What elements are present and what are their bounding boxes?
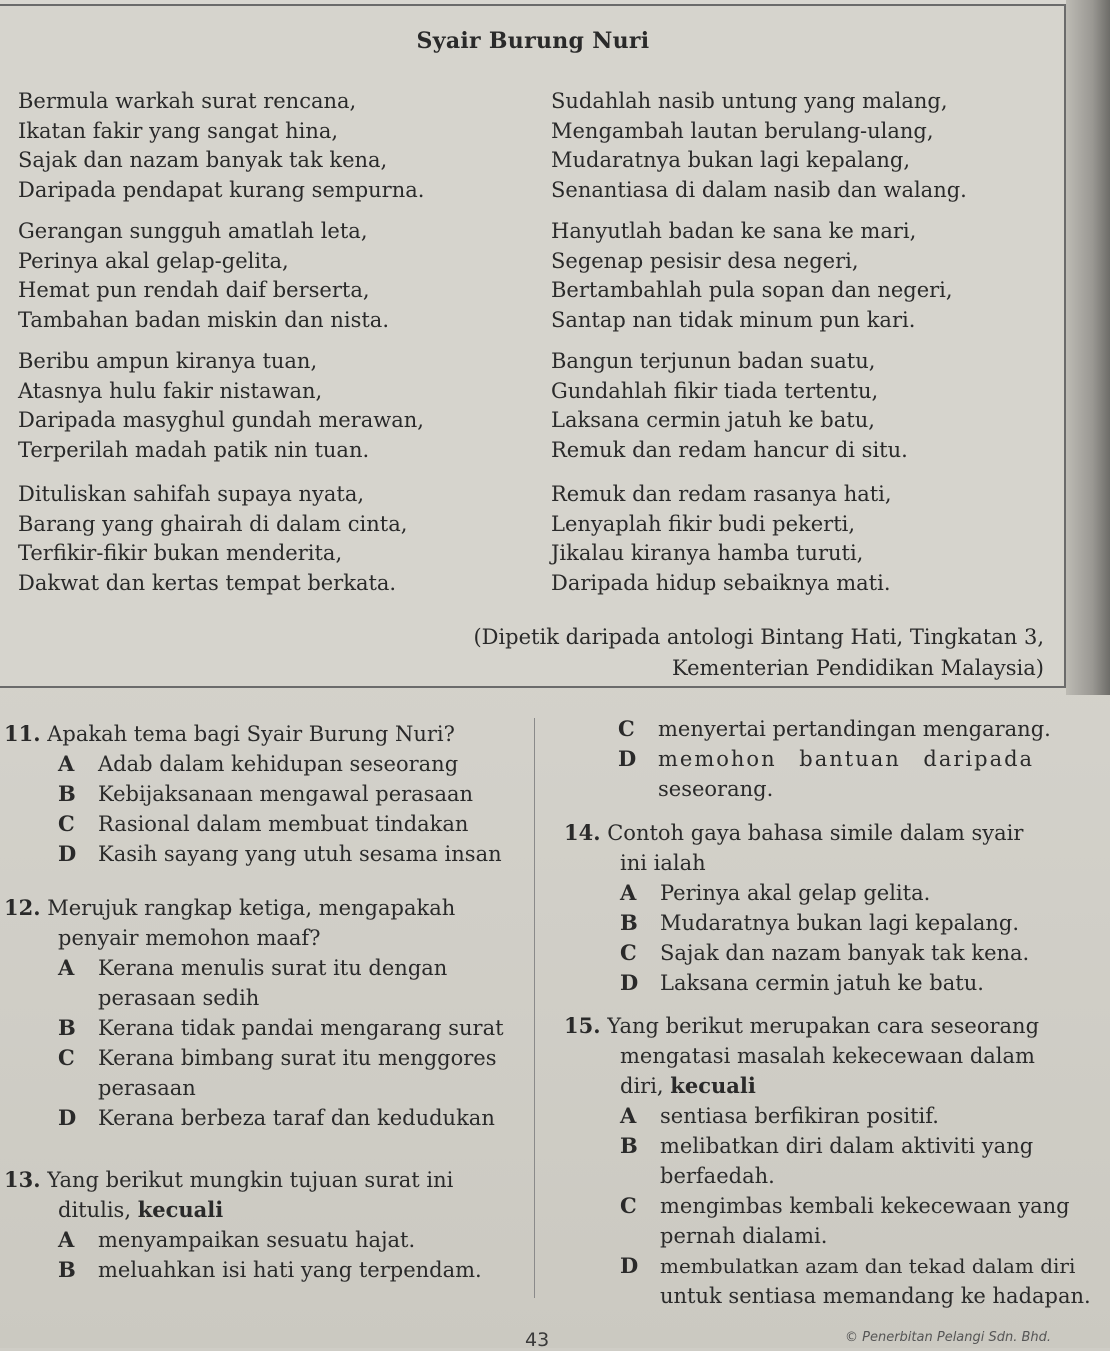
- option-text: Perinya akal gelap gelita.: [660, 881, 931, 905]
- question-stem: ditulis,: [58, 1198, 132, 1222]
- poem-line: Laksana cermin jatuh ke batu,: [551, 408, 875, 432]
- question-stem: penyair memohon maaf?: [58, 926, 321, 950]
- question-12: [4, 893, 524, 1133]
- stanza-left-3: [18, 347, 424, 465]
- question-stem: ini ialah: [620, 851, 706, 875]
- question-stem: Apakah tema bagi Syair Burung Nuri?: [47, 722, 455, 746]
- option-text: melibatkan diri dalam aktiviti yang: [660, 1134, 1034, 1158]
- question-number: 11.: [4, 721, 41, 746]
- stanza-left-1: [18, 87, 424, 205]
- poem-line: Lenyaplah fikir budi pekerti,: [551, 511, 856, 536]
- option-letter: B: [58, 1257, 76, 1282]
- question-13: [4, 1165, 524, 1285]
- option-text: Adab dalam kehidupan seseorang: [98, 752, 459, 776]
- publisher-credit: © Penerbitan Pelangi Sdn. Bhd.: [845, 1330, 1052, 1345]
- option-text: Kebijaksanaan mengawal perasaan: [98, 782, 474, 806]
- option-text: seseorang.: [658, 777, 774, 801]
- option-text: meluahkan isi hati yang terpendam.: [98, 1258, 482, 1282]
- question-13-continued: [618, 714, 1078, 804]
- option-text: memohon bantuan daripada: [658, 747, 1035, 771]
- option-text: Kerana bimbang surat itu menggores: [98, 1046, 497, 1070]
- source-line: (Dipetik daripada antologi Bintang Hati, Tingkatan 3,: [473, 625, 1044, 649]
- option-letter: C: [620, 940, 637, 965]
- option-letter: A: [58, 751, 75, 776]
- poem-line: Bertambahlah pula sopan dan negeri,: [551, 278, 953, 302]
- poem-line: Daripada hidup sebaiknya mati.: [551, 570, 891, 595]
- poem-line: Bermula warkah surat rencana,: [18, 89, 357, 113]
- poem-line: Santap nan tidak minum pun kari.: [551, 307, 916, 332]
- page-number: 43: [525, 1329, 550, 1351]
- option-letter: A: [58, 1227, 75, 1252]
- option-text: Rasional dalam membuat tindakan: [98, 812, 469, 836]
- stanza-right-3: [551, 347, 908, 465]
- option-letter: D: [620, 970, 639, 995]
- poem-line: Terperilah madah patik nin tuan.: [18, 437, 370, 462]
- poem-source: [473, 622, 1044, 684]
- question-stem: mengatasi masalah kekecewaan dalam: [620, 1044, 1035, 1068]
- option-text: mengimbas kembali kekecewaan yang: [660, 1194, 1070, 1218]
- question-14: [564, 818, 1084, 998]
- option-text: membulatkan azam dan tekad dalam diri: [660, 1254, 1076, 1278]
- option-text: menyampaikan sesuatu hajat.: [98, 1228, 416, 1252]
- poem-line: Daripada pendapat kurang sempurna.: [18, 177, 425, 202]
- poem-line: Sajak dan nazam banyak tak kena,: [18, 148, 388, 172]
- poem-line: Daripada masyghul gundah merawan,: [18, 408, 424, 432]
- option-letter: A: [58, 955, 75, 980]
- option-text: perasaan sedih: [98, 986, 260, 1010]
- poem-line: Bangun terjunun badan suatu,: [551, 349, 876, 373]
- poem-line: Mudaratnya bukan lagi kepalang,: [551, 148, 911, 172]
- poem-line: Hanyutlah badan ke sana ke mari,: [551, 219, 917, 243]
- option-letter: B: [620, 910, 638, 935]
- poem-line: Beribu ampun kiranya tuan,: [18, 349, 318, 373]
- option-letter: A: [620, 880, 637, 905]
- option-letter: B: [58, 1015, 76, 1040]
- poem-line: Atasnya hulu fakir nistawan,: [18, 378, 323, 403]
- poem-line: Segenap pesisir desa negeri,: [551, 248, 859, 273]
- option-text: menyertai pertandingan mengarang.: [658, 717, 1051, 741]
- option-text: untuk sentiasa memandang ke hadapan.: [660, 1284, 1091, 1308]
- poem-title: Syair Burung Nuri: [416, 28, 650, 54]
- stanza-right-2: [551, 217, 953, 335]
- option-text: Kerana tidak pandai mengarang surat: [98, 1016, 504, 1040]
- question-number: 15.: [564, 1013, 601, 1038]
- question-stem-emphasis: kecuali: [670, 1073, 756, 1098]
- option-text: pernah dialami.: [660, 1224, 828, 1248]
- option-text: Sajak dan nazam banyak tak kena.: [660, 941, 1030, 965]
- question-15: [564, 1011, 1091, 1311]
- question-stem-emphasis: kecuali: [137, 1197, 224, 1222]
- page-binding-edge: [1066, 0, 1110, 695]
- option-letter: C: [618, 716, 635, 741]
- option-letter: B: [58, 781, 76, 806]
- poem-line: Senantiasa di dalam nasib dan walang.: [551, 177, 967, 202]
- option-letter: B: [620, 1133, 638, 1158]
- poem-line: Gundahlah fikir tiada tertentu,: [551, 378, 879, 403]
- poem-line: Tambahan badan miskin dan nista.: [18, 307, 390, 332]
- poem-line: Sudahlah nasib untung yang malang,: [551, 89, 948, 113]
- question-stem: Yang berikut merupakan cara seseorang: [607, 1014, 1040, 1038]
- stanza-right-1: [551, 87, 967, 205]
- option-letter: C: [58, 1045, 75, 1070]
- stanza-left-4: [18, 480, 407, 598]
- poem-line: Dakwat dan kertas tempat berkata.: [18, 570, 397, 595]
- poem-line: Perinya akal gelap-gelita,: [18, 248, 289, 273]
- question-11: [4, 719, 524, 869]
- source-line: Kementerian Pendidikan Malaysia): [672, 656, 1044, 680]
- poem-line: Gerangan sungguh amatlah leta,: [18, 219, 368, 243]
- option-letter: C: [58, 811, 75, 836]
- option-letter: A: [620, 1103, 637, 1128]
- option-text: Kerana berbeza taraf dan kedudukan: [98, 1106, 495, 1130]
- poem-line: Jikalau kiranya hamba turuti,: [551, 541, 864, 565]
- stanza-right-4: [551, 480, 892, 598]
- poem-line: Dituliskan sahifah supaya nyata,: [18, 482, 365, 506]
- option-letter: C: [620, 1193, 637, 1218]
- option-letter: D: [58, 841, 77, 866]
- option-text: Mudaratnya bukan lagi kepalang.: [660, 911, 1020, 935]
- option-text: perasaan: [98, 1076, 196, 1100]
- question-number: 12.: [4, 895, 41, 920]
- question-stem: diri,: [620, 1074, 664, 1098]
- question-number: 14.: [564, 820, 601, 845]
- poem-line: Mengambah lautan berulang-ulang,: [551, 118, 934, 143]
- column-divider: [534, 718, 535, 1298]
- question-number: 13.: [4, 1167, 41, 1192]
- option-text: Laksana cermin jatuh ke batu.: [660, 971, 984, 995]
- option-letter: D: [620, 1253, 639, 1278]
- option-text: Kasih sayang yang utuh sesama insan: [98, 842, 502, 866]
- question-stem: Yang berikut mungkin tujuan surat ini: [47, 1168, 454, 1192]
- option-text: berfaedah.: [660, 1164, 775, 1188]
- option-text: sentiasa berfikiran positif.: [660, 1104, 939, 1128]
- poem-line: Remuk dan redam rasanya hati,: [551, 482, 892, 506]
- option-letter: D: [58, 1105, 77, 1130]
- question-stem: Contoh gaya bahasa simile dalam syair: [607, 821, 1024, 845]
- option-letter: D: [618, 746, 637, 771]
- poem-line: Remuk dan redam hancur di situ.: [551, 437, 908, 462]
- poem-line: Barang yang ghairah di dalam cinta,: [18, 511, 408, 536]
- poem-line: Ikatan fakir yang sangat hina,: [18, 118, 339, 143]
- poem-box: [0, 4, 1066, 688]
- poem-line: Terfikir-fikir bukan menderita,: [18, 541, 343, 565]
- question-stem: Merujuk rangkap ketiga, mengapakah: [47, 896, 456, 920]
- option-text: Kerana menulis surat itu dengan: [98, 956, 448, 980]
- poem-line: Hemat pun rendah daif berserta,: [18, 278, 370, 302]
- stanza-left-2: [18, 217, 389, 335]
